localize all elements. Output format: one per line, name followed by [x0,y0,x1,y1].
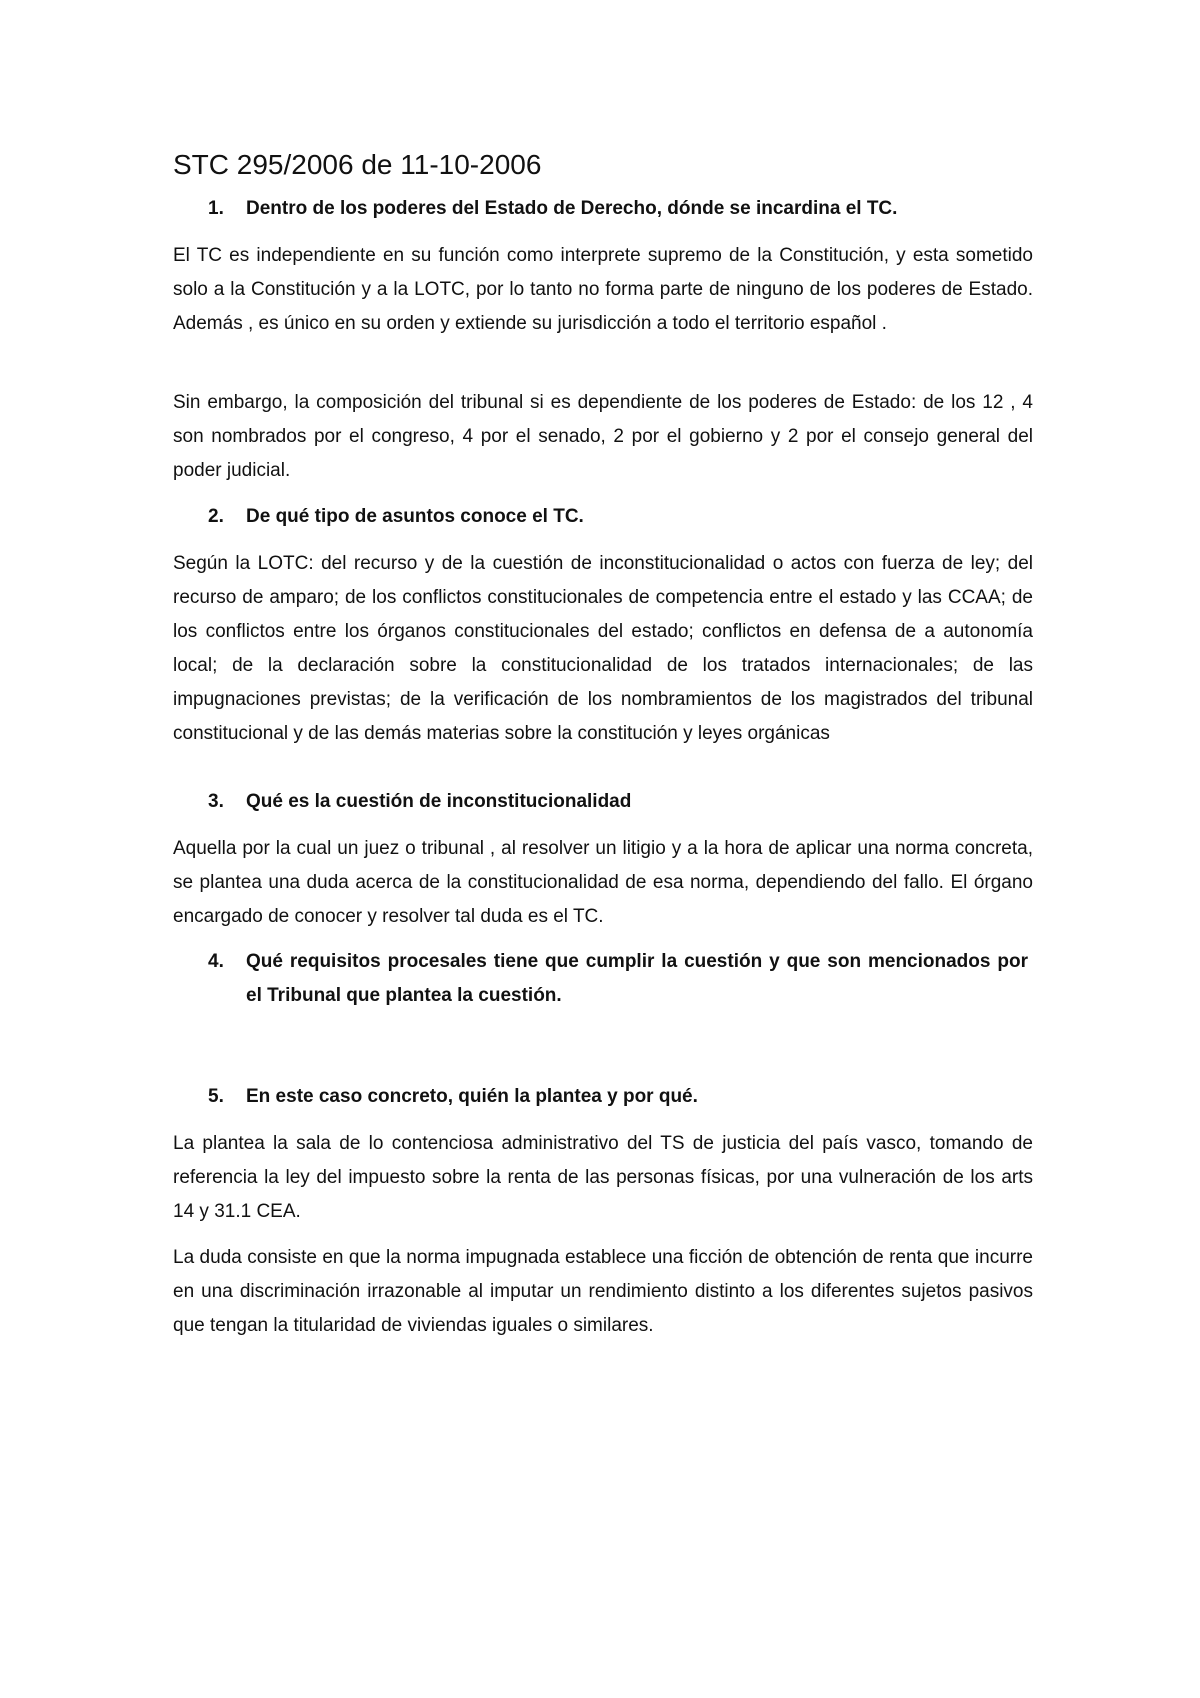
section-3-paragraph-1: Aquella por la cual un juez o tribunal , al resolver un litigio y a la hora de aplicar una norma concreta, se plantea una duda acerca de la constitucionalidad de esa norma, dependiendo del fallo. El órgano encargado de conocer y resolver tal duda es el TC. [173,838,1033,927]
section-5-heading [208,1080,1028,1114]
section-5-paragraph-2: La duda consiste en que la norma impugnada establece una ficción de obtención de renta que incurre en una discriminación irrazonable al imputar un rendimiento distinto a los diferentes sujetos pasivos que tengan la titularidad de viviendas iguales o similares. [173,1247,1033,1336]
section-1-heading [208,192,1028,226]
section-4-heading [208,945,1028,1013]
section-number: 4. [208,951,224,972]
section-5-paragraph-1: La plantea la sala de lo contenciosa administrativo del TS de justicia del país vasco, tomando de referencia la ley del impuesto sobre la renta de las personas físicas, por una vulneración de los arts 14 y 31.1 CEA. [173,1133,1033,1222]
section-2-heading [208,500,1028,534]
section-2-paragraph-1: Según la LOTC: del recurso y de la cuestión de inconstitucionalidad o actos con fuerza de ley; del recurso de amparo; de los conflictos constitucionales de competencia entre el estado y las CCAA; de los conflictos entre los órganos constitucionales del estado; conflictos en defensa de a autonomía local; de la declaración sobre la constitucionalidad de los tratados internacionales; de las impugnaciones previstas; de la verificación de los nombramientos de los magistrados del tribunal constitucional y de las demás materias sobre la constitución y leyes orgánicas [173,553,1033,744]
section-question: Dentro de los poderes del Estado de Derecho, dónde se incardina el TC. [246,198,898,219]
section-1-paragraph-1: El TC es independiente en su función como interprete supremo de la Constitución, y esta sometido solo a la Constitución y a la LOTC, por lo tanto no forma parte de ninguno de los poderes de Estado. Además , es único en su orden y extiende su jurisdicción a todo el territorio español . [173,245,1033,334]
section-1-paragraph-2: Sin embargo, la composición del tribunal si es dependiente de los poderes de Estado: de los 12 , 4 son nombrados por el congreso, 4 por el senado, 2 por el gobierno y 2 por el consejo general del poder judicial. [173,392,1033,481]
section-number: 3. [208,791,224,812]
section-question: En este caso concreto, quién la plantea y por qué. [246,1086,698,1107]
section-number: 5. [208,1086,224,1107]
section-number: 2. [208,506,224,527]
section-question: Qué requisitos procesales tiene que cumplir la cuestión y que son mencionados por el Tribunal que plantea la cuestión. [246,951,1028,1006]
document-title: STC 295/2006 de 11-10-2006 [173,149,542,180]
section-question: Qué es la cuestión de inconstitucionalidad [246,791,632,812]
section-number: 1. [208,198,224,219]
section-3-heading [208,785,1028,819]
section-question: De qué tipo de asuntos conoce el TC. [246,506,584,527]
